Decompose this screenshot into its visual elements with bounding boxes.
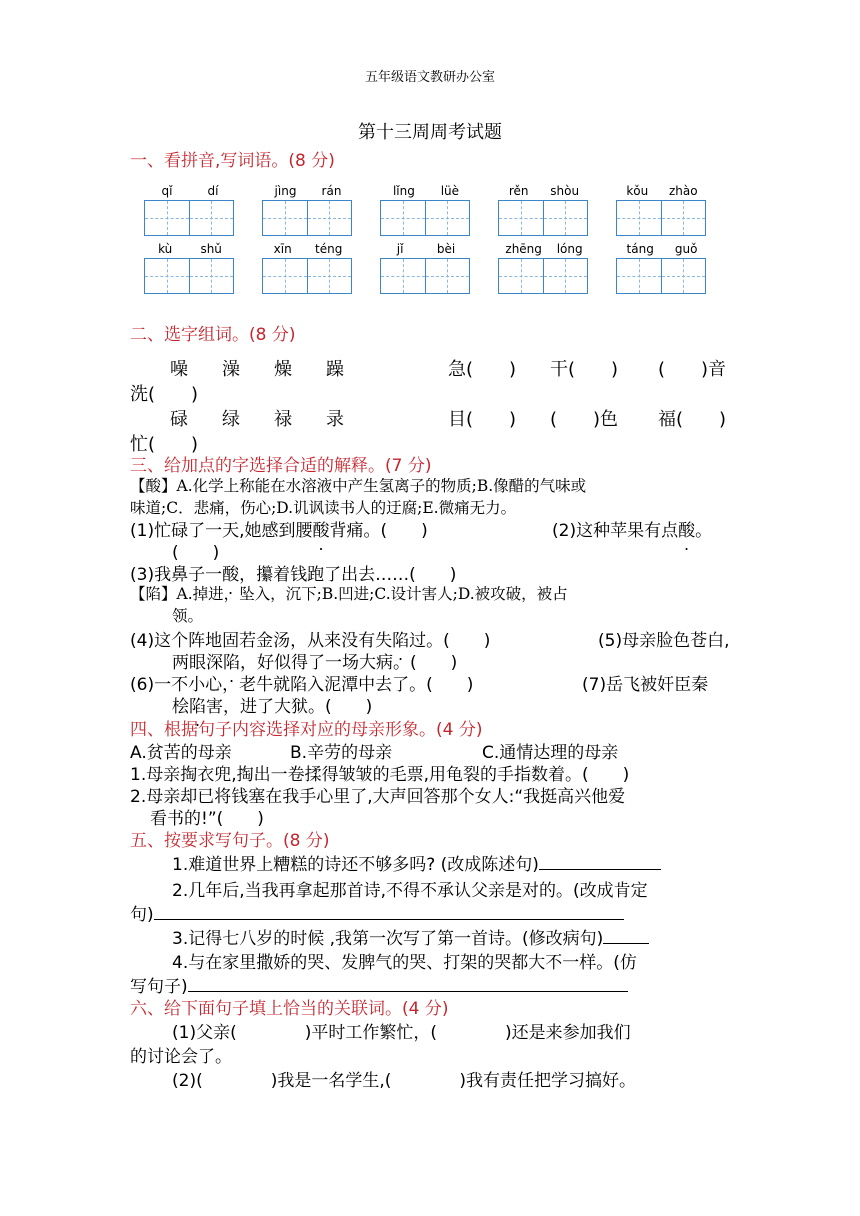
pinyin-syllable: bèi — [436, 242, 456, 256]
writing-grid[interactable] — [380, 200, 470, 236]
pinyin-group — [262, 242, 354, 294]
question-4-2: 2.母亲却已将钱塞在我手心里了,大声回答那个女人:“我挺高兴他爱 — [130, 787, 626, 807]
pinyin-group — [262, 184, 354, 236]
answer-line[interactable] — [154, 902, 624, 920]
pinyin-syllable: shǔ — [200, 242, 222, 256]
definition-xian-line-1: 【陷】A.掉进，坠入，沉下;B.凹进;C.设计害人;D.被攻破，被占 — [130, 585, 568, 603]
writing-box[interactable] — [543, 259, 588, 293]
pinyin-label — [262, 242, 354, 258]
writing-box[interactable] — [263, 201, 307, 235]
question-3-4: (4)这个阵地固若金汤，从来没有失陷过。( ) — [130, 631, 491, 651]
page-header: 五年级语文教研办公室 — [364, 70, 495, 85]
pinyin-syllable: dí — [207, 184, 219, 198]
pinyin-syllable: lüè — [440, 184, 460, 198]
answer-line[interactable] — [603, 926, 649, 944]
option-b: B.辛劳的母亲 — [290, 743, 393, 763]
fill-blank[interactable]: 目( ) — [448, 409, 517, 430]
writing-box[interactable] — [307, 259, 352, 293]
writing-box[interactable] — [189, 259, 234, 293]
writing-box[interactable] — [145, 259, 189, 293]
pinyin-syllable: kǒu — [626, 184, 649, 198]
pinyin-label — [498, 184, 590, 200]
question-6-1-continued: 的讨论会了。 — [130, 1047, 232, 1067]
char: 禄 — [274, 409, 292, 430]
char: 澡 — [222, 359, 240, 380]
char: 躁 — [326, 359, 344, 380]
writing-grid[interactable] — [144, 258, 234, 294]
pinyin-label — [144, 184, 236, 200]
char: 碌 — [170, 409, 188, 430]
pinyin-syllable: jìng — [274, 184, 297, 198]
dotted-char: 陷 — [223, 653, 240, 673]
pinyin-group — [380, 184, 472, 236]
writing-box[interactable] — [617, 201, 661, 235]
writing-box[interactable] — [263, 259, 307, 293]
pinyin-label — [144, 242, 236, 258]
pinyin-syllable: kù — [158, 242, 173, 256]
pinyin-label — [380, 184, 472, 200]
writing-box[interactable] — [543, 201, 588, 235]
writing-box[interactable] — [381, 201, 425, 235]
writing-box[interactable] — [425, 201, 470, 235]
question-4-1: 1.母亲掏衣兜,掏出一卷揉得皱皱的毛票,用龟裂的手指数着。( ) — [130, 765, 630, 785]
question-3-3: (3)我鼻子一酸，攥着钱跑了出去……( ) — [130, 565, 457, 585]
pinyin-syllable: xīn — [273, 242, 292, 256]
dotted-char: 陷 — [189, 697, 206, 717]
writing-grid[interactable] — [262, 200, 352, 236]
pinyin-syllable: táng — [626, 242, 654, 256]
dotted-char: 酸 — [222, 565, 240, 585]
char: 录 — [326, 409, 344, 430]
dotted-char: 酸 — [312, 521, 330, 541]
question-4-2-continued: 看书的!”( ) — [150, 809, 264, 829]
pinyin-syllable: qǐ — [161, 184, 173, 198]
pinyin-group — [144, 242, 236, 294]
question-5-2: 2.几年后,当我再拿起那首诗,不得不承认父亲是对的。(改成肯定 — [172, 881, 648, 901]
pinyin-syllable: lóng — [556, 242, 583, 256]
pinyin-syllable: rěn — [508, 184, 529, 198]
pinyin-label — [380, 242, 472, 258]
pinyin-syllable: shòu — [550, 184, 580, 198]
dotted-char: 陷 — [392, 631, 410, 651]
dotted-char: 酸 — [678, 521, 696, 541]
writing-box[interactable] — [661, 259, 706, 293]
option-c: C.通情达理的母亲 — [482, 743, 619, 763]
section-4-heading: 四、根据句子内容选择对应的母亲形象。(4 分) — [130, 720, 483, 740]
question-5-4: 4.与在家里撒娇的哭、发脾气的哭、打架的哭都大不一样。(仿 — [172, 953, 637, 973]
section-1-heading: 一、看拼音,写词语。(8 分) — [130, 151, 335, 171]
section-6-heading: 六、给下面句子填上恰当的关联词。(4 分) — [130, 999, 449, 1019]
writing-box[interactable] — [381, 259, 425, 293]
option-a: A.贫苦的母亲 — [130, 743, 232, 763]
writing-grid[interactable] — [498, 258, 588, 294]
answer-blank[interactable]: ( ) — [172, 543, 220, 563]
definition-xian-line-2: 领。 — [172, 607, 204, 625]
pinyin-label — [262, 184, 354, 200]
pinyin-group — [616, 184, 708, 236]
definition-suan-line-2: 味道;C．悲痛，伤心;D.讥讽读书人的迂腐;E.微痛无力。 — [130, 499, 517, 517]
writing-box[interactable] — [499, 201, 543, 235]
question-5-2-continued: 句) — [130, 900, 624, 925]
fill-blank[interactable]: 急( ) — [448, 359, 517, 380]
pinyin-syllable: téng — [315, 242, 343, 256]
writing-grid[interactable] — [498, 200, 588, 236]
section-5-heading: 五、按要求写句子。(8 分) — [130, 831, 330, 851]
pinyin-group — [616, 242, 708, 294]
question-3-6: (6)一不小心，老牛就陷入泥潭中去了。( ) — [130, 675, 474, 695]
fill-blank[interactable]: ( )色 — [550, 409, 619, 430]
answer-line[interactable] — [188, 974, 628, 992]
writing-box[interactable] — [307, 201, 352, 235]
pinyin-syllable: jǐ — [396, 242, 404, 256]
writing-box[interactable] — [425, 259, 470, 293]
writing-box[interactable] — [145, 201, 189, 235]
question-5-1: 1.难道世界上糟糕的诗还不够多吗? (改成陈述句) — [172, 850, 661, 875]
writing-grid[interactable] — [616, 200, 706, 236]
pinyin-syllable: guǒ — [674, 242, 698, 256]
pinyin-group — [498, 242, 590, 294]
section-3-heading: 三、给加点的字选择合适的解释。(7 分) — [130, 456, 432, 476]
pinyin-label — [616, 242, 708, 258]
dotted-char: 陷 — [290, 675, 308, 695]
pinyin-label — [616, 184, 708, 200]
question-3-2: (2)这种苹果有点酸。 — [552, 521, 713, 541]
writing-grid[interactable] — [616, 258, 706, 294]
fill-blank[interactable]: ( )音 — [658, 359, 727, 380]
pinyin-group — [380, 242, 472, 294]
fill-blank-continued[interactable]: 洗( ) — [130, 384, 199, 405]
question-5-3: 3.记得七八岁的时候 ,我第一次写了第一首诗。(修改病句) — [172, 924, 649, 949]
answer-line[interactable] — [539, 852, 661, 870]
question-3-5-continued: 两眼深陷，好似得了一场大病。( ) — [172, 653, 458, 673]
question-3-5: (5)母亲脸色苍白, — [598, 631, 730, 651]
writing-box[interactable] — [189, 201, 234, 235]
writing-box[interactable] — [661, 201, 706, 235]
pinyin-group — [498, 184, 590, 236]
section-2-heading: 二、选字组词。(8 分) — [130, 325, 296, 345]
pinyin-label — [498, 242, 590, 258]
question-3-7: (7)岳飞被奸臣秦 — [582, 675, 709, 695]
question-3-7-continued: 桧陷害，进了大狱。( ) — [172, 697, 373, 717]
pinyin-syllable: zhēng — [505, 242, 542, 256]
fill-blank-continued[interactable]: 忙( ) — [130, 434, 199, 455]
question-3-1: (1)忙碌了一天,她感到腰酸背痛。( ) — [130, 521, 428, 541]
writing-box[interactable] — [617, 259, 661, 293]
question-6-2: (2)( )我是一名学生,( )我有责任把学习搞好。 — [172, 1071, 637, 1091]
fill-blank[interactable]: 干( ) — [550, 359, 619, 380]
char: 绿 — [222, 409, 240, 430]
question-6-1: (1)父亲( )平时工作繁忙，( )还是来参加我们 — [172, 1023, 631, 1043]
writing-box[interactable] — [499, 259, 543, 293]
pinyin-syllable: rán — [321, 184, 342, 198]
fill-blank[interactable]: 福( ) — [658, 409, 727, 430]
definition-suan-line-1: 【酸】A.化学上称能在水溶液中产生氢离子的物质;B.像醋的气味或 — [130, 477, 587, 495]
exam-title: 第十三周周考试题 — [358, 122, 502, 143]
char: 噪 — [170, 359, 188, 380]
pinyin-syllable: lǐng — [392, 184, 415, 198]
writing-grid[interactable] — [380, 258, 470, 294]
writing-grid[interactable] — [144, 200, 234, 236]
char: 燥 — [274, 359, 292, 380]
question-5-4-continued: 写句子) — [130, 972, 628, 997]
pinyin-syllable: zhào — [669, 184, 698, 198]
writing-grid[interactable] — [262, 258, 352, 294]
pinyin-group — [144, 184, 236, 236]
